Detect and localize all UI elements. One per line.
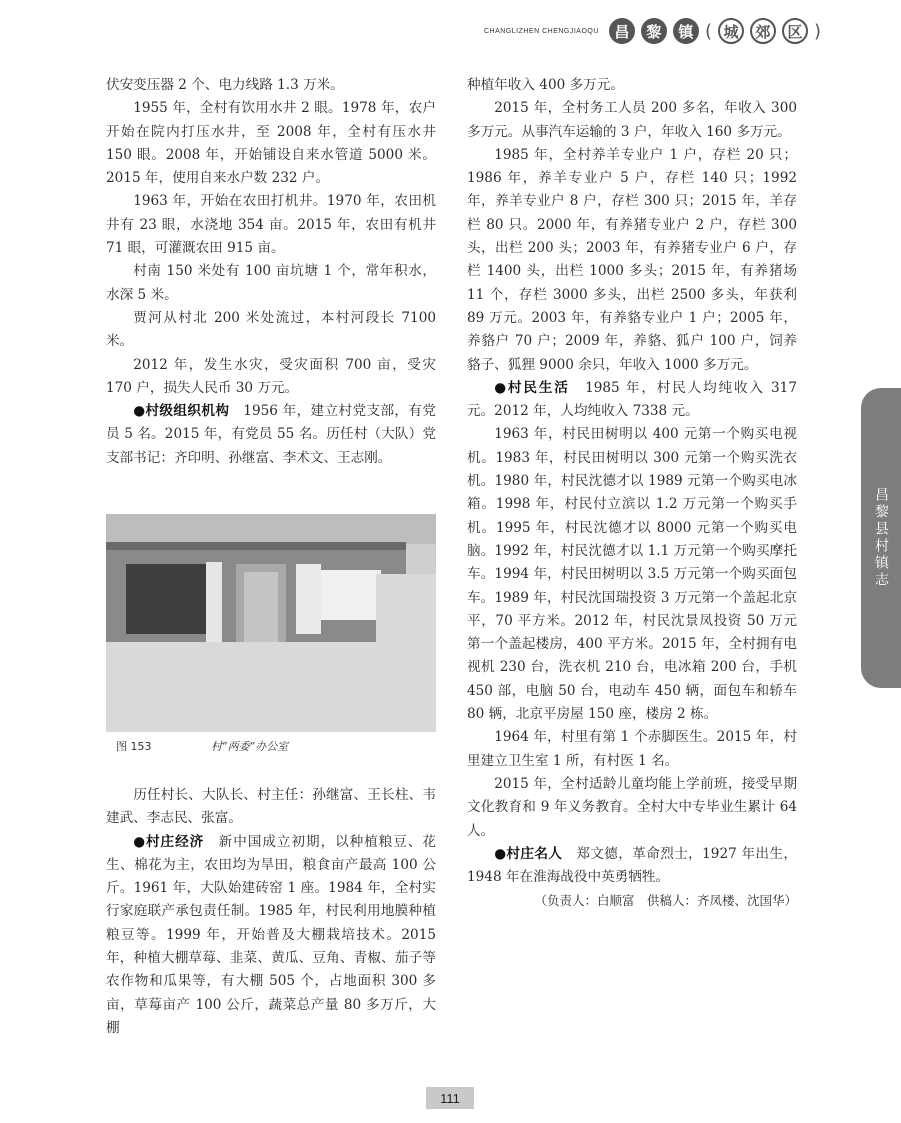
side-tab-label: 昌黎县村镇志	[873, 487, 889, 589]
figure-number: 图 153	[116, 740, 152, 753]
office-photo	[106, 514, 436, 732]
paragraph: 村南 150 米处有 100 亩坑塘 1 个，常年积水，水深 5 米。	[106, 263, 436, 303]
section-text: 新中国成立初期，以种植粮豆、花生、棉花为主，农田均为旱田，粮食亩产最高 100 公斤。1961 年，大队始建砖窑 1 座。1984 年，全村实行家庭联产承包责任制。1985 年，村民利用地膜种植粮豆等。1999 年，开始普及大棚栽培技术。2015 年，种植大棚草莓、韭菜、黄瓜、豆角、青椒、茄子等农作物和瓜果等，有大棚 505 个，占地面积 300 多亩，草莓亩产 100 公斤，蔬菜总产量 80 多万斤，大棚	[106, 833, 436, 1036]
paragraph: 1963 年，村民田树明以 400 元第一个购买电视机。1983 年，村民田树明以 300 元第一个购买洗衣机。1980 年，村民沈德才以 1989 元第一个购买电冰箱。1998 年，村民付立滨以 1.2 万元第一个购买手机。1995 年，村民沈德才以 8000 元第一个购买电脑。1992 年，村民沈德才以 1.1 万元第一个购买摩托车。1994 年，村民田树明以 3.5 万元第一个购买面包车。1989 年，村民沈国瑞投资 3 万元第一个盖起北京平，70 平方米。2012 年，村民沈景凤投资 50 万元第一个盖起楼房，400 平方米。2015 年，全村拥有电视机 230 台，洗衣机 210 台，电冰箱 200 台，手机 450 部，电脑 50 台，电动车 450 辆，面包车和轿车 80 辆，北京平房屋 150 座，楼房 2 栋。	[467, 426, 797, 723]
section-paragraph	[106, 831, 436, 1041]
paragraph: 2015 年，全村适龄儿童均能上学前班，接受早期文化教育和 9 年义务教育。全村大中专毕业生累计 64 人。	[467, 775, 797, 839]
header-district-char: 区	[782, 18, 808, 44]
header-district-char: 郊	[750, 18, 776, 44]
paragraph: 1964 年，村里有第 1 个赤脚医生。2015 年，村里建立卫生室 1 所，有村医 1 名。	[467, 729, 797, 769]
section-heading: ●村庄名人	[494, 845, 563, 862]
running-header	[484, 18, 821, 44]
header-char: 镇	[673, 18, 699, 44]
paragraph: 1963 年，开始在农田打机井。1970 年，农田机井有 23 眼，水浇地 354 亩。2015 年，农田有机井 71 眼，可灌溉农田 915 亩。	[106, 193, 436, 257]
section-heading: ●村级组织机构	[133, 403, 230, 420]
header-paren: (	[704, 20, 712, 42]
page-number: 111	[426, 1087, 474, 1109]
section-paragraph	[467, 843, 797, 890]
figure-title: 村“两委”办公室	[211, 740, 289, 753]
section-heading: ●村民生活	[494, 379, 570, 396]
paragraph: 1955 年，全村有饮用水井 2 眼。1978 年，农户开始在院内打压水井，至 2008 年，全村有压水井 150 眼。2008 年，开始铺设自来水管道 5000 米。2015 年，使用自来水户数 232 户。	[106, 100, 436, 187]
paragraph: 历任村长、大队长、村主任：孙继富、王长柱、韦建武、李志民、张富。	[106, 787, 436, 827]
paragraph: 2012 年，发生水灾，受灾面积 700 亩，受灾 170 户，损失人民币 30 万元。	[106, 356, 436, 396]
left-column	[106, 74, 436, 470]
figure-caption	[116, 738, 288, 754]
paragraph: 伏安变压器 2 个、电力线路 1.3 万米。	[106, 77, 344, 93]
section-text: 1985 年，村民人均纯收入 317 元。2012 年，人均纯收入 7338 元。	[467, 379, 797, 420]
right-column	[467, 74, 797, 913]
paragraph: 贾河从村北 200 米处流过，本村河段长 7100 米。	[106, 309, 436, 350]
header-district-char: 城	[718, 18, 744, 44]
side-tab	[861, 388, 901, 688]
paragraph: 种植年收入 400 多万元。	[467, 77, 624, 93]
header-latin: CHANGLIZHEN CHENGJIAOQU	[483, 27, 599, 35]
section-paragraph	[467, 377, 797, 424]
paragraph: 2015 年，全村务工人员 200 多名，年收入 300 多万元。从事汽车运输的 3 户，年收入 160 多万元。	[467, 100, 797, 140]
section-heading: ●村庄经济	[133, 833, 205, 850]
section-paragraph	[106, 400, 436, 470]
header-char: 黎	[641, 18, 667, 44]
credit-line: （负责人：白顺富 供稿人：齐凤楼、沈国华）	[534, 893, 797, 909]
paragraph: 1985 年，全村养羊专业户 1 户，存栏 20 只；1986 年，养羊专业户 5 户，存栏 140 只；1992 年，养羊专业户 8 户，存栏 300 只；2015 年，羊存栏 80 只。2000 年，有养猪专业户 2 户，存栏 300 头，出栏 200 头；2003 年，有养猪专业户 6 户，存栏 1400 头，出栏 1000 多头；2015 年，有养猪场 11 个，存栏 3000 多头，出栏 2500 多头，年获利 89 万元。2003 年，有养貉专业户 1 户；2005 年，养貉户 70 户；2009 年，养貉、狐户 100 户，饲养貉子、狐狸 9000 余只，年收入 1000 多万元。	[467, 146, 797, 373]
office-photo-illustration	[106, 514, 436, 732]
left-column-lower	[106, 784, 436, 1040]
section-text: 1956 年，建立村党支部，有党员 5 名。2015 年，有党员 55 名。历任村（大队）党支部书记：齐印明、孙继富、李术文、王志刚。	[106, 403, 436, 466]
header-char: 昌	[609, 18, 635, 44]
header-paren: )	[813, 20, 821, 42]
section-text: 郑文德，革命烈士，1927 年出生，1948 年在淮海战役中英勇牺牲。	[467, 845, 797, 886]
